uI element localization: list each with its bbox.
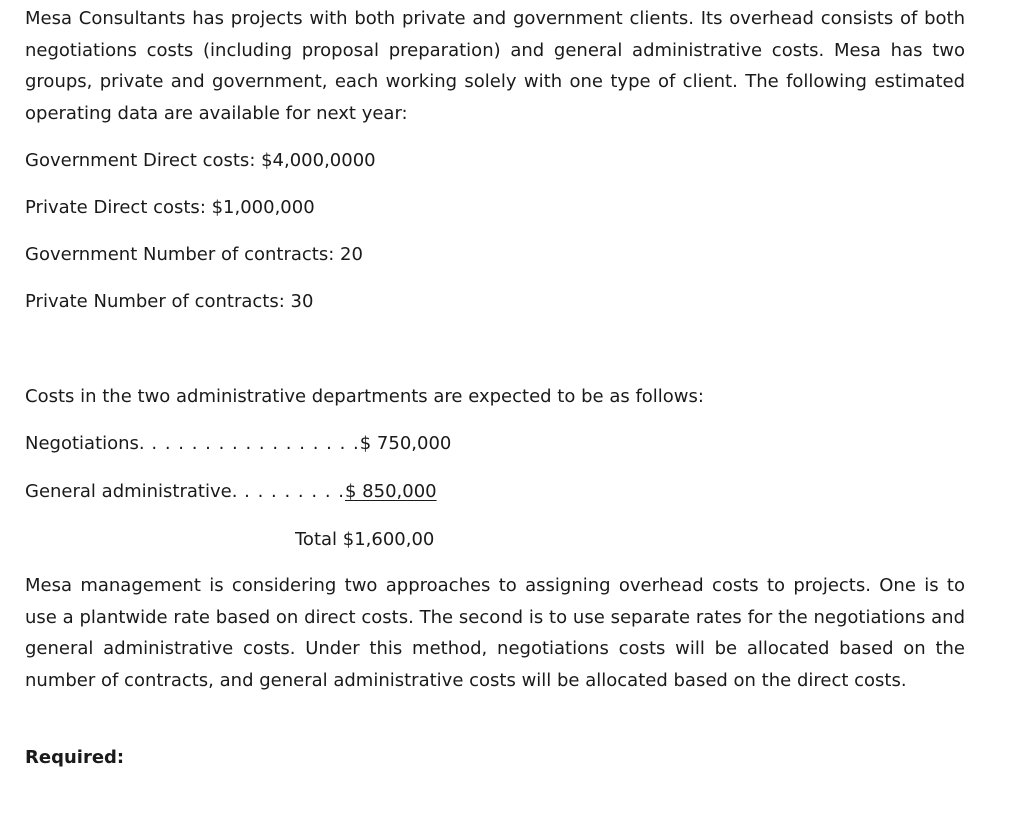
government-direct-costs: Government Direct costs: $4,000,0000 — [25, 150, 376, 171]
general-admin-row — [25, 480, 437, 504]
general-admin-label: General administrative. — [25, 481, 238, 502]
departments-intro: Costs in the two administrative departments are expected to be as follows: — [25, 386, 704, 407]
negotiations-leader-dots: . . . . . . . . . . . . . . . . — [144, 433, 360, 454]
negotiations-row — [25, 432, 451, 456]
government-contracts: Government Number of contracts: 20 — [25, 244, 363, 265]
approach-paragraph: Mesa management is considering two approaches to assigning overhead costs to projects. One is to use a plantwide rate based on direct costs. The second is to use separate rates for the negotiations and general administrative costs. Under this method, negotiations costs will be allocated based on the number of contracts, and general administrative costs will be allocated based on the direct costs. — [25, 575, 965, 691]
intro-paragraph: Mesa Consultants has projects with both private and government clients. Its overhead consists of both negotiations costs (including proposal preparation) and general administrative costs. Mesa has two groups, private and government, each working solely with one type of client. The following estimated operating data are available for next year: — [25, 8, 965, 124]
negotiations-value: $ 750,000 — [359, 433, 452, 454]
private-contracts: Private Number of contracts: 30 — [25, 291, 314, 312]
general-admin-leader-dots: . . . . . . . . — [237, 481, 345, 502]
negotiations-label: Negotiations. — [25, 433, 145, 454]
required-heading: Required: — [25, 747, 125, 768]
departments-total: Total $1,600,00 — [295, 529, 435, 550]
general-admin-value: $ 850,000 — [344, 481, 437, 502]
private-direct-costs: Private Direct costs: $1,000,000 — [25, 197, 315, 218]
